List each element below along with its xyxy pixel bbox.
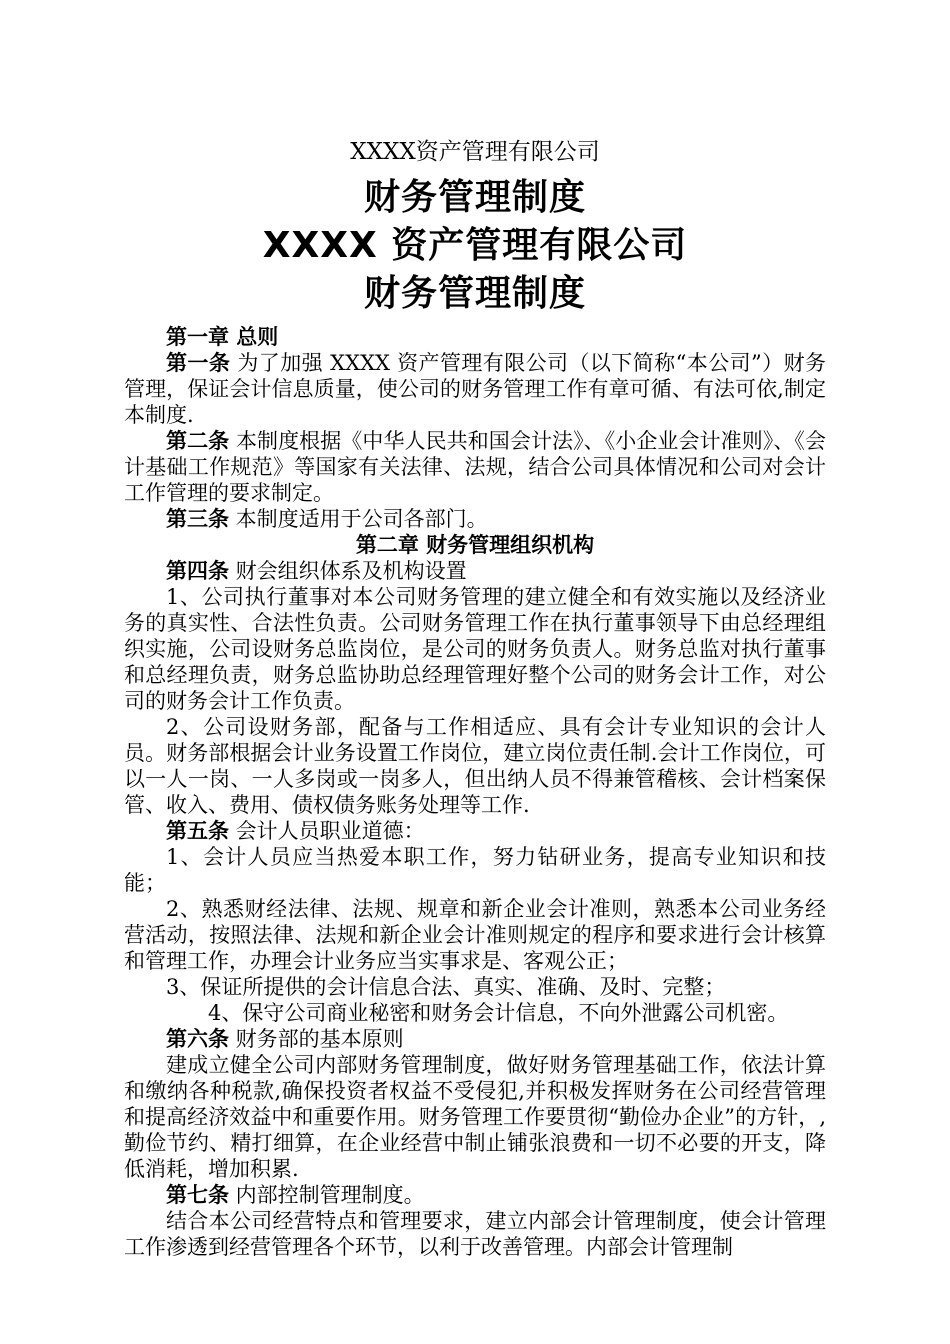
- paragraph: 1、会计人员应当热爱本职工作，努力钻研业务，提高专业知识和技能；: [124, 845, 826, 895]
- company-name-large: XXXX 资产管理有限公司: [262, 225, 688, 266]
- paragraph: 3、保证所提供的会计信息合法、真实、准确、及时、完整；: [166, 975, 726, 999]
- article-6: [124, 1026, 826, 1052]
- paragraph: 2、熟悉财经法律、法规、规章和新企业会计准则，熟悉本公司业务经营活动，按照法律、法规和新企业会计准则规定的程序和要求进行会计核算和管理工作，办理会计业务应当实事求是、客观公正；: [124, 897, 826, 973]
- article-5: [124, 818, 826, 844]
- chapter-heading-2: 第二章 财务管理组织机构: [355, 533, 595, 557]
- article-text: 为了加强 XXXX 资产管理有限公司（以下简称“本公司”）财务管理，保证会计信息质量，使公司的财务管理工作有章可循、有法可依,制定本制度.: [124, 351, 827, 427]
- article-text: 财务部的基本原则: [229, 1027, 404, 1051]
- article-label: 第一条: [166, 351, 231, 375]
- article-label: 第五条: [166, 819, 229, 843]
- document-title: 财务管理制度: [363, 177, 586, 218]
- paragraph: 4、保守公司商业秘密和财务会计信息，不向外泄露公司机密。: [208, 1001, 789, 1025]
- article-1: [124, 350, 826, 428]
- article-text: 本制度根据《中华人民共和国会计法》、《小企业会计准则》、《会计基础工作规范》等国家有关法律、法规，结合公司具体情况和公司对会计工作管理的要求制定。: [124, 429, 826, 505]
- paragraph: 结合本公司经营特点和管理要求，建立内部会计管理制度，使会计管理工作渗透到经营管理各个环节，以利于改善管理。内部会计管理制: [124, 1209, 826, 1259]
- article-text: 会计人员职业道德：: [229, 819, 425, 843]
- article-7: [124, 1182, 826, 1208]
- article-label: 第六条: [166, 1027, 229, 1051]
- article-label: 第七条: [166, 1183, 229, 1207]
- document-title-repeat: 财务管理制度: [363, 273, 586, 314]
- paragraph: 1、公司执行董事对本公司财务管理的建立健全和有效实施以及经济业务的真实性、合法性负责。公司财务管理工作在执行董事领导下由总经理组织实施，公司设财务总监岗位，是公司的财务负责人。财务总监对执行董事和总经理负责，财务总监协助总经理管理好整个公司的财务会计工作，对公司的财务会计工作负责。: [124, 585, 826, 713]
- document-content: [124, 132, 826, 1260]
- article-text: 内部控制管理制度。: [229, 1183, 425, 1207]
- article-label: 第二条: [166, 429, 230, 453]
- chapter-heading: 第一章 总则: [166, 325, 279, 349]
- article-label: 第三条: [166, 507, 229, 531]
- paragraph: 2、公司设财务部，配备与工作相适应、具有会计专业知识的会计人员。财务部根据会计业务设置工作岗位，建立岗位责任制.会计工作岗位，可以一人一岗、一人多岗或一岗多人，但出纳人员不得兼管稽核、会计档案保管、收入、费用、债权债务账务处理等工作.: [124, 715, 826, 817]
- article-4: [124, 558, 826, 584]
- article-text: 本制度适用于公司各部门。: [229, 507, 488, 531]
- document-body: [124, 324, 826, 1260]
- article-2: [124, 428, 826, 506]
- article-text: 财会组织体系及机构设置: [229, 559, 467, 583]
- article-label: 第四条: [166, 559, 229, 583]
- paragraph: 建成立健全公司内部财务管理制度，做好财务管理基础工作，依法计算和缴纳各种税款,确保投资者权益不受侵犯,并积极发挥财务在公司经营管理和提高经济效益中和重要作用。财务管理工作要贯彻“勤俭办企业”的方针，,勤俭节约、精打细算，在企业经营中制止铺张浪费和一切不必要的开支，降低消耗，增加积累.: [124, 1053, 826, 1181]
- article-3: [124, 506, 826, 532]
- company-name: XXXX资产管理有限公司: [350, 139, 600, 165]
